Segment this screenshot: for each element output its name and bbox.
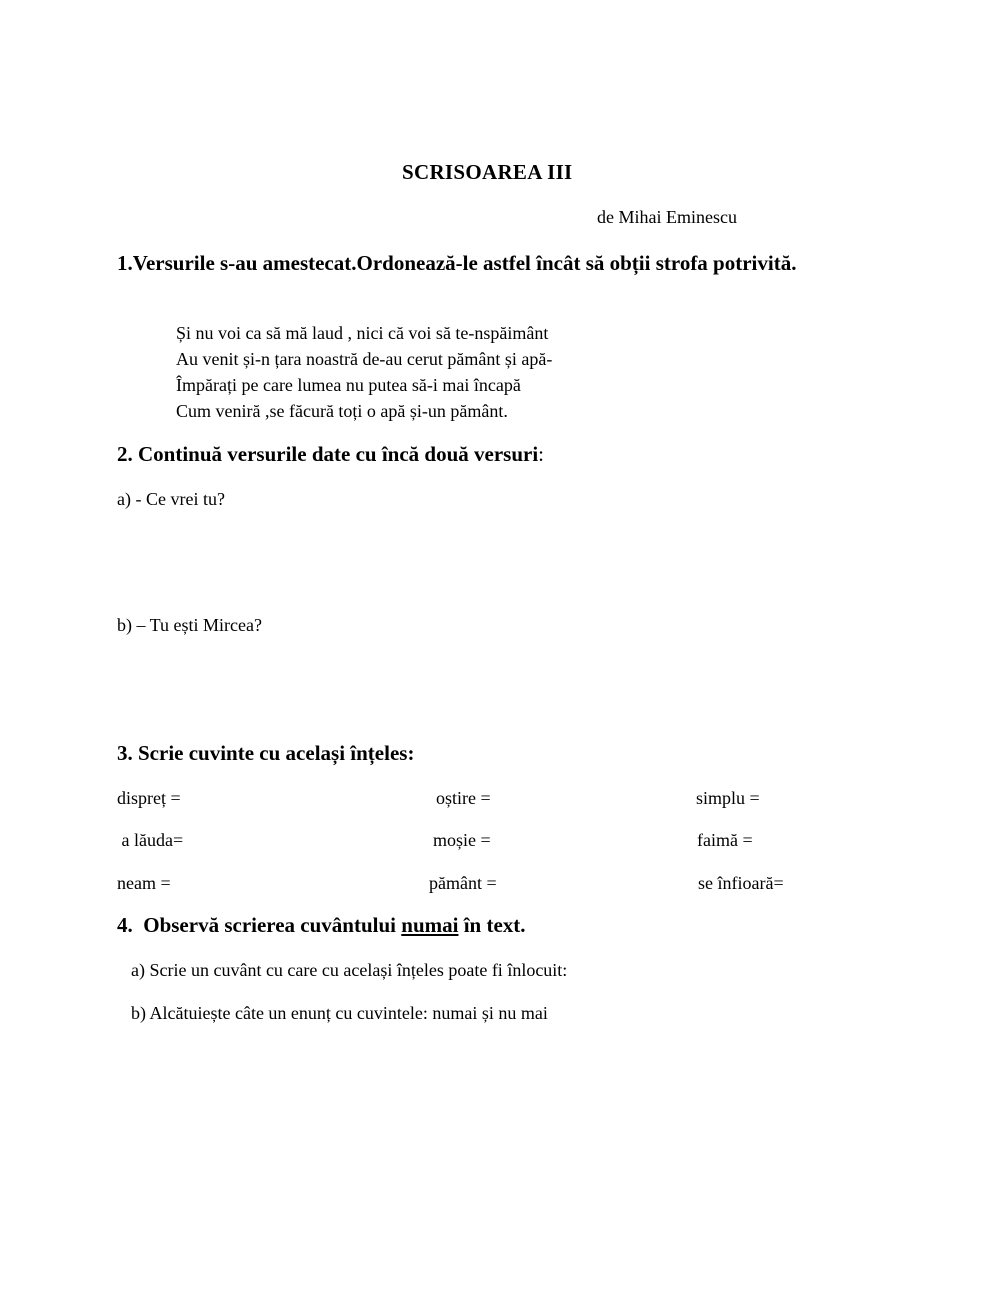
synonym-word: pământ = [429,873,497,893]
section-4-item-a: a) Scrie un cuvânt cu care cu același înțeles poate fi înlocuit: [131,960,568,980]
section-2-heading-text: 2. Continuă versurile date cu încă două versuri [117,442,539,466]
section-4-heading-post: în text. [458,913,526,937]
synonym-word: moșie = [433,830,491,850]
synonym-word: a lăuda= [117,830,184,850]
author-line: de Mihai Eminescu [597,207,737,227]
verse-line: Și nu voi ca să mă laud , nici că voi să te-nspăimânt [176,323,549,343]
section-2-item-a: a) - Ce vrei tu? [117,489,225,509]
section-4-heading-pre: 4. Observă scrierea cuvântului [117,913,402,937]
verse-line: Împărați pe care lumea nu putea să-i mai încapă [176,375,521,395]
verse-line: Cum veniră ,se făcură toți o apă și-un pământ. [176,401,508,421]
synonym-word: dispreț = [117,788,181,808]
section-2-heading-colon: : [538,442,545,466]
synonym-word: simplu = [696,788,760,808]
section-1-heading: 1.Versurile s-au amestecat.Ordonează-le astfel încât să obții strofa potrivită. [117,251,797,275]
synonym-word: oștire = [436,788,491,808]
synonym-word: faimă = [697,830,753,850]
synonym-word: neam = [117,873,171,893]
verse-list [176,320,552,424]
synonym-word: se înfioară= [698,873,784,893]
section-4-heading [117,913,526,938]
section-3-heading: 3. Scrie cuvinte cu același înțeles: [117,741,415,765]
verse-line: Au venit și-n țara noastră de-au cerut pământ și apă- [176,349,553,369]
section-2-item-b: b) – Tu ești Mircea? [117,615,262,635]
underlined-word: numai [401,913,459,937]
section-2-heading [117,442,544,467]
page-title: SCRISOAREA III [402,160,573,184]
section-4-item-b: b) Alcătuiește câte un enunț cu cuvintele: numai și nu mai [131,1003,548,1023]
